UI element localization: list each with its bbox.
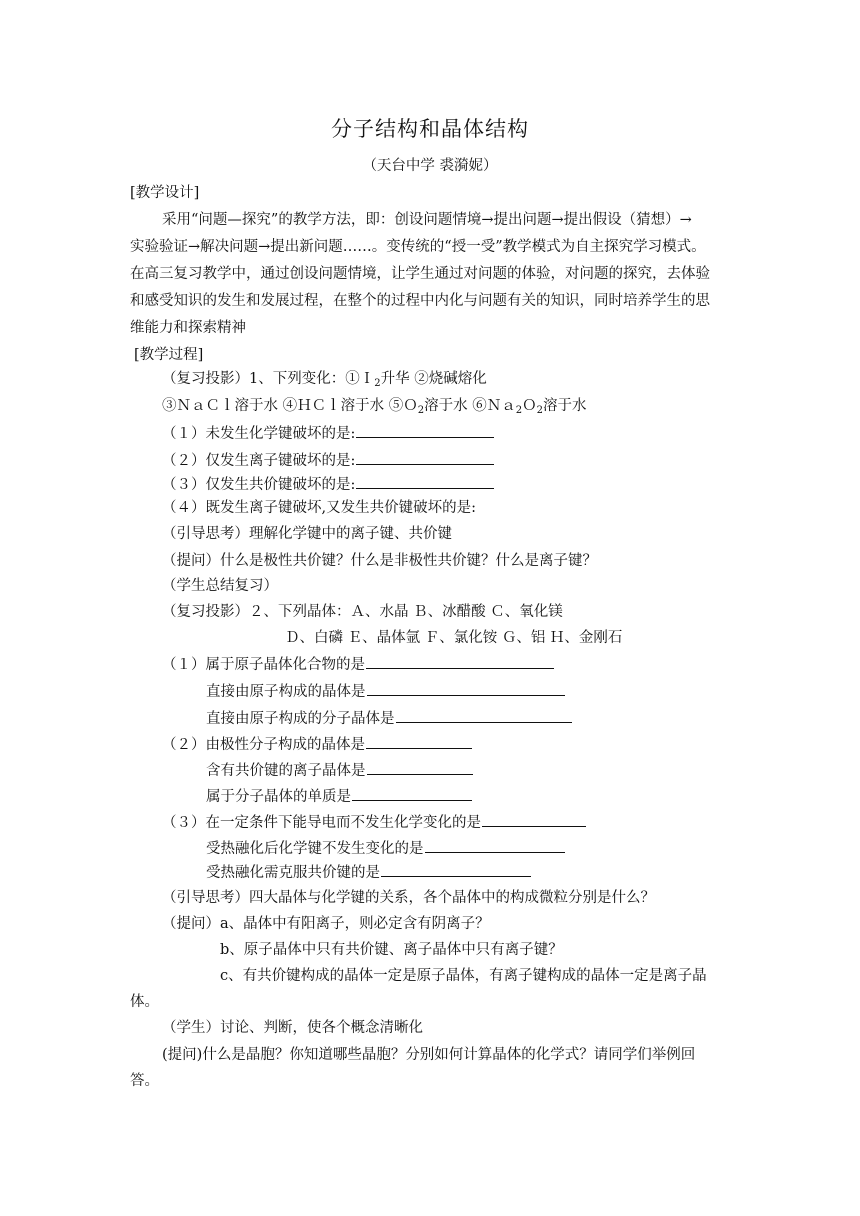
q1-item-text: （２）仅发生离子键破坏的是: xyxy=(162,453,356,469)
process-heading: [教学过程] xyxy=(134,347,204,363)
q2-item xyxy=(162,654,554,675)
q2-item xyxy=(206,862,531,883)
answer-blank[interactable] xyxy=(367,760,473,775)
subscript: 2 xyxy=(374,378,381,389)
design-paragraph-line: 和感受知识的发生和发展过程，在整个的过程中内化与问题有关的知识，同时培养学生的思 xyxy=(130,293,710,309)
question-prompt: （提问）什么是极性共价键？什么是非极性共价键？什么是离子键？ xyxy=(162,553,597,569)
q1-intro-rest: 升华 ②烧碱熔化 xyxy=(380,371,487,387)
q1-item-text: （３）仅发生共价键破坏的是: xyxy=(162,477,356,493)
guide-thinking: （引导思考）理解化学键中的离子键、共价键 xyxy=(162,526,452,542)
question-prompt-cont: 答。 xyxy=(130,1073,159,1089)
question-prompt: （提问）a、晶体中有阳离子，则必定含有阴离子？ xyxy=(162,916,490,932)
q2-item-text: 属于分子晶体的单质是 xyxy=(206,789,351,805)
design-paragraph-line: 采用“问题—探究”的教学方法，即：创设问题情境→提出问题→提出假设（猜想）→ xyxy=(162,212,692,228)
answer-blank[interactable] xyxy=(367,681,565,696)
q1-options-text: ③ＮａＣｌ溶于水 ④ＨＣｌ溶于水 ⑤Ｏ xyxy=(162,398,418,414)
question-prompt: c、有共价键构成的晶体一定是原子晶体，有离子键构成的晶体一定是离子晶 xyxy=(220,968,707,984)
answer-blank[interactable] xyxy=(381,862,531,877)
answer-blank[interactable] xyxy=(356,474,494,489)
answer-blank[interactable] xyxy=(356,450,494,465)
q1-options-text: 溶于水 xyxy=(542,398,587,414)
q2-item-text: 受热融化需克服共价键的是 xyxy=(206,865,380,881)
question-prompt: (提问)什么是晶胞？你知道哪些晶胞？分别如何计算晶体的化学式？请同学们举例回 xyxy=(162,1047,696,1063)
q2-intro: （复习投影）２、下列晶体：Ａ、水晶 Ｂ、冰醋酸 Ｃ、氧化镁 xyxy=(162,604,563,620)
design-paragraph-line: 维能力和探索精神 xyxy=(130,320,246,336)
author-line: （天台中学 裘漪妮） xyxy=(362,158,498,174)
q2-item-text: 直接由原子构成的分子晶体是 xyxy=(206,711,395,727)
page-title: 分子结构和晶体结构 xyxy=(331,117,529,141)
q2-item-text: （３）在一定条件下能导电而不发生化学变化的是 xyxy=(162,815,481,831)
answer-blank[interactable] xyxy=(425,838,565,853)
answer-blank[interactable] xyxy=(396,708,572,723)
subscript: 2 xyxy=(515,405,523,416)
q2-item xyxy=(206,838,565,859)
answer-blank[interactable] xyxy=(356,423,494,438)
q1-options-text: 溶于水 ⑥Ｎａ xyxy=(424,398,516,414)
guide-thinking: （引导思考）四大晶体与化学键的关系，各个晶体中的构成微粒分别是什么？ xyxy=(162,890,655,906)
q2-item xyxy=(206,708,572,729)
q1-options xyxy=(162,396,586,416)
q1-item xyxy=(162,474,494,495)
student-summary: （学生总结复习） xyxy=(162,578,278,594)
q1-item xyxy=(162,423,494,444)
answer-blank[interactable] xyxy=(482,812,586,827)
question-prompt-cont: 体。 xyxy=(130,994,159,1010)
q2-item xyxy=(206,760,473,781)
q1-item-text: （１）未发生化学键破坏的是: xyxy=(162,426,356,442)
q2-item-text: 直接由原子构成的晶体是 xyxy=(206,684,366,700)
q2-item xyxy=(162,812,586,833)
answer-blank[interactable] xyxy=(366,654,554,669)
q1-item xyxy=(162,450,494,471)
q1-intro xyxy=(162,369,487,389)
q2-item-text: （１）属于原子晶体化合物的是 xyxy=(162,657,365,673)
q1-intro-text: （复习投影）1、下列变化：①Ｉ xyxy=(162,371,375,387)
q2-intro-cont: Ｄ、白磷 Ｅ、晶体氩 Ｆ、氯化铵 Ｇ、铝 Ｈ、金刚石 xyxy=(285,630,623,646)
q2-item-text: （２）由极性分子构成的晶体是 xyxy=(162,737,365,753)
question-prompt: b、原子晶体中只有共价键、离子晶体中只有离子键？ xyxy=(220,942,563,958)
q2-item xyxy=(206,786,472,807)
q2-item-text: 含有共价键的离子晶体是 xyxy=(206,763,366,779)
design-heading: [教学设计] xyxy=(130,185,200,201)
subscript: 2 xyxy=(536,405,543,416)
design-paragraph-line: 实验验证→解决问题→提出新问题……。变传统的“授一受”教学模式为自主探究学习模式。 xyxy=(130,239,706,255)
q1-options-text: Ｏ xyxy=(522,398,537,414)
q1-item: （４）既发生离子键破坏,又发生共价键破坏的是: xyxy=(162,500,476,516)
student-discussion: （学生）讨论、判断，使各个概念清晰化 xyxy=(162,1020,423,1036)
q2-item xyxy=(162,734,472,755)
design-paragraph-line: 在高三复习教学中，通过创设问题情境，让学生通过对问题的体验，对问题的探究，去体验 xyxy=(130,266,710,282)
answer-blank[interactable] xyxy=(352,786,472,801)
q2-item-text: 受热融化后化学键不发生变化的是 xyxy=(206,841,424,857)
q2-item xyxy=(206,681,565,702)
answer-blank[interactable] xyxy=(366,734,472,749)
subscript: 2 xyxy=(417,405,425,416)
